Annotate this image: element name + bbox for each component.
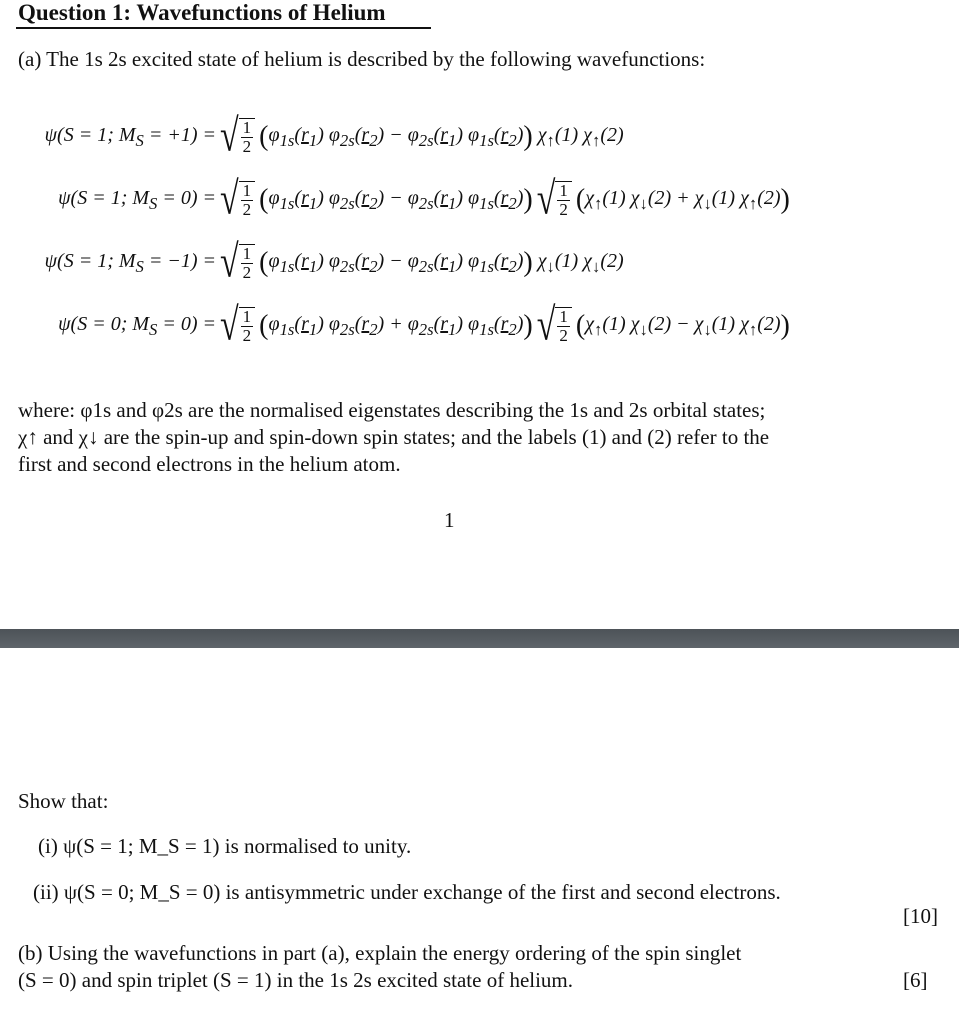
part-b-line-1: (b) Using the wavefunctions in part (a), explain the energy ordering of the spin singlet xyxy=(18,941,742,965)
equation-singlet: ψ(S = 0; $M_S = 0$) = √ $\frac{1}{2}$ ( $\varphi_{1s}(r_1) \varphi_{2s}(r_2) + \varphi_{2s}(r_1)$ $\varphi_{1s}(r_2)$ ) √ $\frac{1}{2}$ ( $\chi_↑(1) \chi_↓(2) - \chi_↓(1)$ $\chi_↑(2)$ ) xyxy=(58,300,790,351)
question-title: Question 1: Wavefunctions of Helium xyxy=(18,0,386,25)
equation-triplet-minus: ψ(S = 1; $M_S = -1$) = √ $\frac{1}{2}$ ( $\varphi_{1s}(r_1) \varphi_{2s}(r_2) - \varphi_{2s}(r_1)$ $\varphi_{1s}(r_2)$ ) $\chi_↓(1)$ $\chi_↓(2)$ xyxy=(44,237,624,288)
page-divider xyxy=(0,629,959,648)
show-that-label: Show that: xyxy=(18,789,109,813)
where-line-3: first and second electrons in the helium atom. xyxy=(18,452,401,476)
page-number: 1 xyxy=(444,508,455,532)
part-a-intro: (a) The 1s 2s excited state of helium is described by the following wavefunctions: xyxy=(18,47,706,71)
equation-triplet-zero: ψ(S = 1; $M_S = 0$) = √ $\frac{1}{2}$ ( $\varphi_{1s}(r_1) \varphi_{2s}(r_2) - \varphi_{2s}(r_1)$ $\varphi_{1s}(r_2)$ ) √ $\frac{1}{2}$ ( $\chi_↑(1) \chi_↓(2) + \chi_↓(1)$ $\chi_↑(2)$ ) xyxy=(58,174,790,225)
item-i: (i) ψ(S = 1; M_S = 1) is normalised to unity. xyxy=(38,834,412,858)
marks-part-b: [6] xyxy=(903,968,928,992)
part-b-line-2: (S = 0) and spin triplet (S = 1) in the 1s 2s excited state of helium. xyxy=(18,968,574,992)
item-ii: (ii) ψ(S = 0; M_S = 0) is antisymmetric under exchange of the first and second electrons. xyxy=(33,880,781,904)
marks-part-a: [10] xyxy=(903,904,938,928)
title-underline xyxy=(16,27,431,29)
where-line-2: χ↑ and χ↓ are the spin-up and spin-down spin states; and the labels (1) and (2) refer to the xyxy=(18,425,770,449)
where-line-1: where: φ1s and φ2s are the normalised eigenstates describing the 1s and 2s orbital states; xyxy=(18,398,766,422)
equation-triplet-plus: ψ(S = 1; $M_S = +1$) = √ $\frac{1}{2}$ ( $\varphi_{1s}(r_1) \varphi_{2s}(r_2) - \varphi_{2s}(r_1)$ $\varphi_{1s}(r_2)$ ) $\chi_↑(1)$ $\chi_↑(2)$ xyxy=(44,111,624,162)
